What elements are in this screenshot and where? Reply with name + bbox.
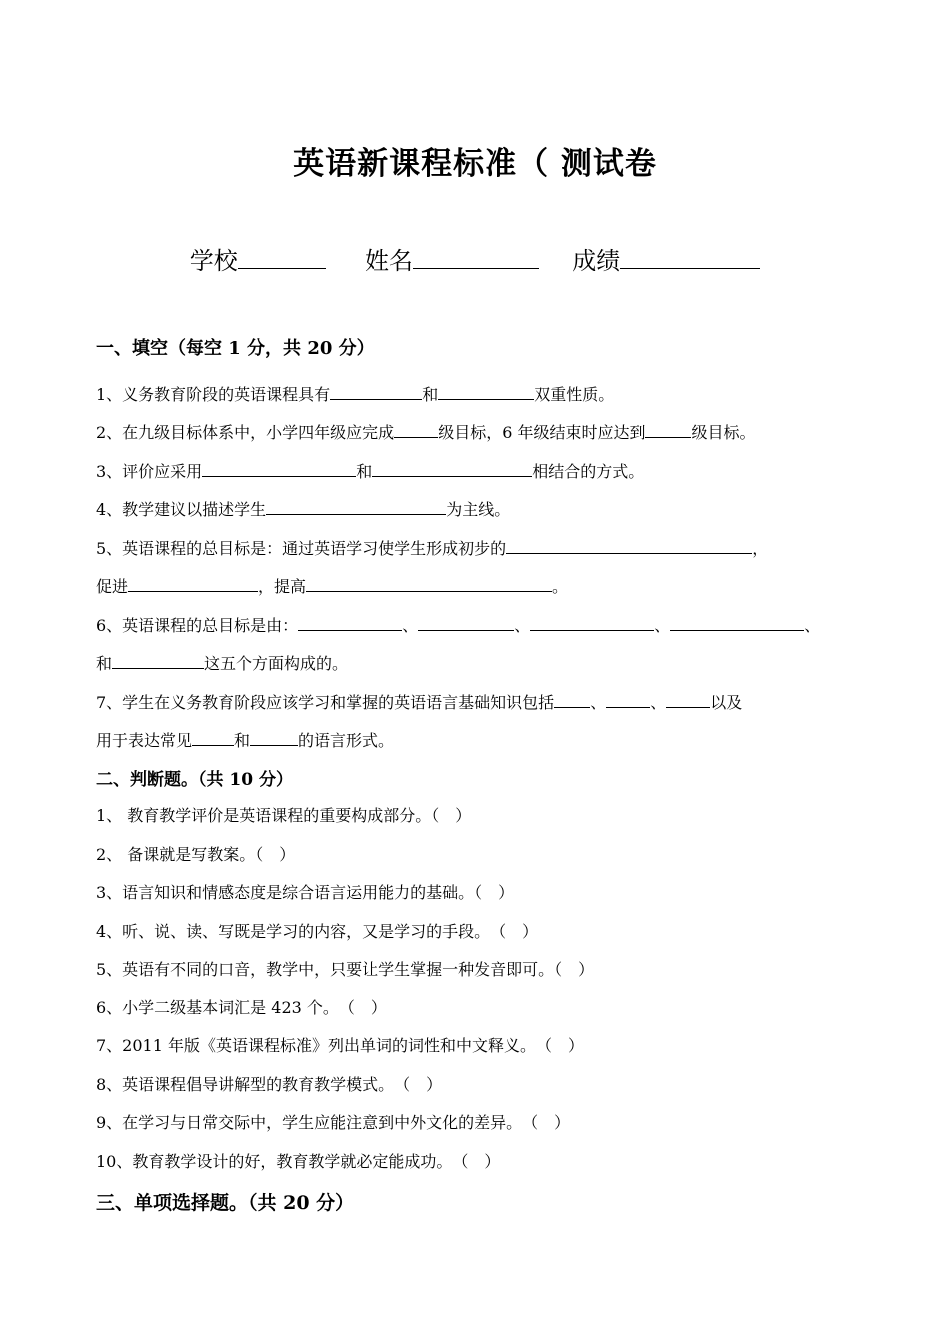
- q6-blank-3[interactable]: [530, 615, 654, 631]
- q7-text-b: 以及: [710, 693, 743, 712]
- q7-text-e: 的语言形式。: [298, 731, 395, 750]
- q7-text-a: 7、学生在义务教育阶段应该学习和掌握的英语语言基础知识包括: [96, 693, 555, 712]
- score-blank[interactable]: [620, 246, 760, 269]
- q7-blank-3[interactable]: [666, 692, 710, 708]
- q5-text-b: ，: [752, 539, 769, 558]
- q5-text-c: 促进: [96, 577, 129, 596]
- fill-question-3: [96, 459, 860, 482]
- q7-blank-2[interactable]: [606, 692, 650, 708]
- q3-text-b: 和: [356, 462, 373, 481]
- q3-text-c: 相结合的方式。: [532, 462, 645, 481]
- score-label: 成绩: [572, 247, 621, 275]
- fill-question-4: [96, 497, 860, 520]
- judge-item-2: 2、 备课就是写教案。（ ）: [96, 845, 296, 864]
- fill-question-7-line-2: [96, 728, 860, 751]
- judge-item-8: 8、英语课程倡导讲解型的教育教学模式。 （ ）: [96, 1075, 443, 1094]
- name-label: 姓名: [365, 247, 413, 275]
- q7-sep-1: 、: [590, 693, 607, 712]
- q6-sep-4: 、: [804, 616, 821, 635]
- q2-blank-1[interactable]: [394, 422, 438, 438]
- q5-blank-1[interactable]: [506, 538, 752, 554]
- q7-blank-5[interactable]: [250, 730, 298, 746]
- q1-blank-2[interactable]: [438, 384, 534, 400]
- q6-sep-1: 、: [402, 616, 419, 635]
- q1-text-b: 和: [422, 385, 439, 404]
- judge-item-4: 4、听、说、读、写既是学习的内容，又是学习的手段。 （ ）: [96, 922, 539, 941]
- section1-heading: 一、填空（每空 1 分，共 20 分）: [96, 338, 375, 359]
- q6-blank-2[interactable]: [418, 615, 514, 631]
- q3-blank-2[interactable]: [372, 461, 532, 477]
- page-title: 英语新课程标准（ 测试卷: [293, 146, 657, 182]
- fill-question-2: [96, 420, 860, 443]
- fill-question-7-line-1: [96, 690, 860, 713]
- q6-sep-2: 、: [514, 616, 531, 635]
- q5-text-e: 。: [552, 577, 569, 596]
- q5-blank-2[interactable]: [128, 576, 258, 592]
- judge-item-1: 1、 教育教学评价是英语课程的重要构成部分。（ ）: [96, 806, 472, 825]
- fill-question-6-line-2: [96, 651, 860, 674]
- q1-blank-1[interactable]: [330, 384, 422, 400]
- q6-text-b: 和: [96, 654, 113, 673]
- q6-text-c: 这五个方面构成的。: [204, 654, 349, 673]
- fill-question-5-line-2: [96, 574, 860, 597]
- q4-blank-1[interactable]: [266, 499, 446, 515]
- judge-item-7: 7、2011 年版《英语课程标准》列出单词的词性和中文释义。 （ ）: [96, 1036, 584, 1055]
- q1-text-a: 1、义务教育阶段的英语课程具有: [96, 385, 331, 404]
- q7-sep-2: 、: [650, 693, 667, 712]
- judge-item-10: 10、教育教学设计的好，教育教学就必定能成功。 （ ）: [96, 1152, 501, 1171]
- q7-text-c: 用于表达常见: [96, 731, 193, 750]
- q6-text-a: 6、英语课程的总目标是由：: [96, 616, 299, 635]
- q2-text-b: 级目标，6 年级结束时应达到: [438, 423, 646, 442]
- judge-item-3: 3、语言知识和情感态度是综合语言运用能力的基础。（ ）: [96, 883, 515, 902]
- q4-text-b: 为主线。: [446, 500, 511, 519]
- q4-text-a: 4、教学建议以描述学生: [96, 500, 267, 519]
- q6-blank-5[interactable]: [112, 653, 204, 669]
- q6-blank-1[interactable]: [298, 615, 402, 631]
- q7-blank-1[interactable]: [554, 692, 590, 708]
- q3-blank-1[interactable]: [202, 461, 356, 477]
- q3-text-a: 3、评价应采用: [96, 462, 203, 481]
- section3-heading: 三、单项选择题。（共 20 分）: [96, 1192, 355, 1214]
- q6-blank-4[interactable]: [670, 615, 804, 631]
- fill-question-5-line-1: [96, 536, 860, 559]
- q2-text-a: 2、在九级目标体系中，小学四年级应完成: [96, 423, 395, 442]
- judge-item-9: 9、在学习与日常交际中，学生应能注意到中外文化的差异。 （ ）: [96, 1113, 571, 1132]
- student-info-row: [0, 241, 950, 276]
- q2-text-c: 级目标。: [691, 423, 756, 442]
- fill-question-6-line-1: [96, 613, 860, 636]
- q5-text-d: ，提高: [258, 577, 307, 596]
- q7-text-d: 和: [234, 731, 251, 750]
- fill-question-1: [96, 382, 860, 405]
- q5-text-a: 5、英语课程的总目标是：通过英语学习使学生形成初步的: [96, 539, 507, 558]
- judge-item-5: 5、英语有不同的口音，教学中，只要让学生掌握一种发音即可。（ ）: [96, 960, 595, 979]
- school-label: 学校: [189, 247, 238, 275]
- judge-item-6: 6、小学二级基本词汇是 423 个。 （ ）: [96, 998, 387, 1017]
- school-blank[interactable]: [238, 246, 326, 269]
- q2-blank-2[interactable]: [645, 422, 691, 438]
- q7-blank-4[interactable]: [192, 730, 234, 746]
- q5-blank-3[interactable]: [306, 576, 552, 592]
- q1-text-c: 双重性质。: [534, 385, 615, 404]
- section2-heading: 二、判断题。（共 10 分）: [96, 770, 293, 790]
- name-blank[interactable]: [413, 246, 539, 269]
- q6-sep-3: 、: [654, 616, 671, 635]
